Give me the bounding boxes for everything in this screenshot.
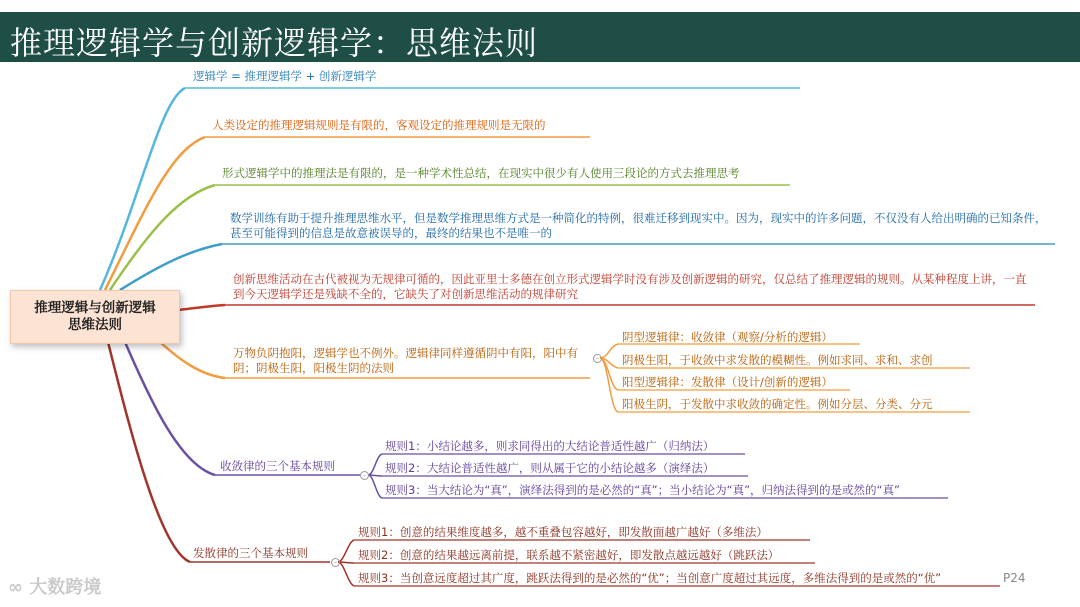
- branch-formal-logic[interactable]: 形式逻辑学中的推理法是有限的，是一种学术性总结，在现实中很少有人使用三段论的方式去推理思考: [222, 166, 740, 180]
- connector-2: [105, 137, 205, 290]
- watermark-logo: [8, 573, 101, 599]
- page-number: P24: [1003, 571, 1026, 585]
- branch-math-training[interactable]: 数学训练有助于提升推理思维水平，但是数学推理思维方式是一种简化的特例，很难迁移到现实中。因为，现实中的许多问题，不仅没有人给出明确的已知条件，甚至可能得到的信息是故意被误导的，最终的结果也不是唯一的: [230, 211, 1047, 240]
- divergence-rule-3[interactable]: 规则3：当创意远度超过其广度，跳跃法得到的是必然的“优”；当创意广度超过其远度，多维法得到的是或然的“优”: [358, 571, 942, 585]
- page-title: 推理逻辑学与创新逻辑学：思维法则: [10, 24, 539, 62]
- connector-5: [178, 305, 225, 310]
- branch-logic-definition[interactable]: 逻辑学 = 推理逻辑学 + 创新逻辑学: [193, 69, 377, 83]
- collapse-icon[interactable]: –: [593, 354, 602, 363]
- convergence-rule-2[interactable]: 规则2：大结论普适性越广，则从属于它的小结论越多（演绎法）: [385, 461, 715, 475]
- root-node[interactable]: [10, 290, 180, 344]
- divergence-rule-1[interactable]: 规则1：创意的结果维度越多，越不重叠包容越好，即发散面越广越好（多维法）: [358, 525, 768, 539]
- branch-divergence-rules[interactable]: 发散律的三个基本规则: [193, 546, 308, 560]
- root-line-2: 思维法则: [68, 317, 122, 333]
- branch-inference-rules[interactable]: 人类设定的推理逻辑规则是有限的，客观设定的推理规则是无限的: [212, 118, 546, 132]
- connector-3: [110, 185, 215, 290]
- collapse-icon[interactable]: –: [360, 471, 369, 480]
- root-line-1: 推理逻辑与创新逻辑: [34, 300, 156, 316]
- branch-creative-thinking[interactable]: 创新思维活动在古代被视为无规律可循的，因此亚里士多德在创立形式逻辑学时没有涉及创新逻辑的研究，仅总结了推理逻辑的规则。从某种程度上讲，一直到今天逻辑学还是残缺不全的，它缺失了对创新思维活动的规律研究: [233, 272, 1027, 301]
- yin-yang-child-3[interactable]: 阳型逻辑律：发散律（设计/创新的逻辑）: [622, 375, 833, 389]
- yin-yang-child-1[interactable]: 阴型逻辑律：收敛律（观察/分析的逻辑）: [622, 330, 833, 344]
- convergence-rule-3[interactable]: 规则3：当大结论为“真”，演绎法得到的是必然的“真”；当小结论为“真”，归纳法得到的是或然的“真”: [385, 483, 900, 497]
- branch-convergence-rules[interactable]: 收敛律的三个基本规则: [220, 459, 335, 473]
- logo-icon: ∞: [8, 577, 23, 598]
- collapse-icon[interactable]: –: [331, 558, 340, 567]
- connector-6: [160, 342, 225, 378]
- branch-yin-yang[interactable]: 万物负阴抱阳，逻辑学也不例外。逻辑律同样遵循阴中有阳，阳中有阴；阴极生阳，阳极生阴的法则: [233, 346, 578, 375]
- convergence-rule-1[interactable]: 规则1：小结论越多，则求同得出的大结论普适性越广（归纳法）: [385, 439, 715, 453]
- divergence-rule-2[interactable]: 规则2：创意的结果越远离前提，联系越不紧密越好，即发散点越远越好（跳跃法）: [358, 548, 780, 562]
- yin-yang-child-2[interactable]: 阴极生阳，于收敛中求发散的模糊性。例如求同、求和、求创: [622, 353, 933, 367]
- logo-text: 大数跨境: [29, 577, 102, 598]
- connector-4: [120, 244, 222, 290]
- yin-yang-child-4[interactable]: 阳极生阴，于发散中求收敛的确定性。例如分层、分类、分元: [622, 397, 933, 411]
- connector-8: [108, 342, 190, 562]
